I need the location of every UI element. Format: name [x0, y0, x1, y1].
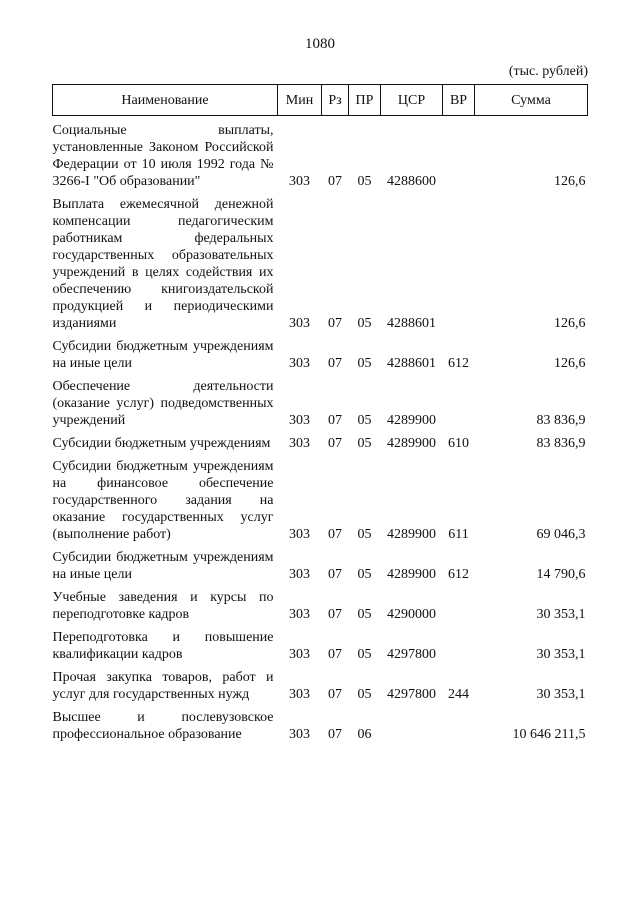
table-row	[53, 623, 588, 663]
row-sum: 10 646 211,5	[512, 727, 586, 742]
row-name: Высшее и послевузовское профессиональное образование	[52, 710, 274, 742]
table-row	[53, 429, 588, 452]
row-csr: 4289900	[387, 527, 436, 542]
row-min: 303	[289, 436, 310, 451]
row-rz: 07	[328, 607, 342, 622]
row-sum: 30 353,1	[536, 647, 586, 662]
units-note: (тыс. рублей)	[508, 64, 588, 79]
row-name: Переподготовка и повышение квалификации кадров	[52, 630, 274, 662]
header-sum: Сумма	[475, 85, 588, 116]
table-row	[53, 663, 588, 703]
row-name: Прочая закупка товаров, работ и услуг для государственных нужд	[52, 670, 274, 702]
row-rz: 07	[328, 727, 342, 742]
row-sum: 30 353,1	[536, 687, 586, 702]
row-vr: 612	[448, 356, 469, 371]
table-row	[53, 332, 588, 372]
header-csr: ЦСР	[381, 85, 443, 116]
row-vr: 611	[448, 527, 469, 542]
row-min: 303	[289, 527, 310, 542]
row-rz: 07	[328, 356, 342, 371]
row-sum: 14 790,6	[536, 567, 586, 582]
header-rz: Рз	[322, 85, 349, 116]
row-pr: 05	[357, 356, 372, 371]
row-pr: 05	[357, 174, 372, 189]
header-vr: ВР	[443, 85, 475, 116]
row-rz: 07	[328, 527, 342, 542]
row-vr	[443, 623, 475, 663]
row-vr	[443, 703, 475, 743]
row-rz: 07	[328, 647, 342, 662]
table-header-row	[53, 85, 588, 116]
row-vr	[443, 372, 475, 429]
table-row	[53, 452, 588, 543]
row-pr: 05	[357, 436, 372, 451]
row-csr: 4290000	[387, 607, 436, 622]
row-pr: 06	[357, 727, 372, 742]
row-name: Выплата ежемесячной денежной компенсации педагогическим работникам федеральных государственных образовательных учреждений в целях содействия их обеспечению книгоиздательской продукцией и периодическими изданиями	[52, 197, 274, 331]
row-sum: 83 836,9	[536, 436, 586, 451]
row-min: 303	[289, 174, 310, 189]
row-rz: 07	[328, 316, 342, 331]
table-row	[53, 372, 588, 429]
row-vr	[443, 583, 475, 623]
row-pr: 05	[357, 316, 372, 331]
table-row	[53, 583, 588, 623]
row-rz: 07	[328, 413, 342, 428]
row-sum: 83 836,9	[536, 413, 586, 428]
row-csr: 4289900	[387, 413, 436, 428]
row-rz: 07	[328, 436, 342, 451]
row-rz: 07	[328, 687, 342, 702]
row-min: 303	[289, 413, 310, 428]
row-vr	[443, 116, 475, 191]
row-min: 303	[289, 316, 310, 331]
row-name: Субсидии бюджетным учреждениям на финансовое обеспечение государственного задания на оказание государственных услуг (выполнение работ)	[52, 459, 274, 542]
row-sum: 126,6	[554, 174, 586, 189]
row-vr: 244	[448, 687, 469, 702]
row-name: Обеспечение деятельности (оказание услуг) подведомственных учреждений	[52, 379, 274, 428]
header-min: Мин	[278, 85, 322, 116]
page-number: 1080	[305, 36, 335, 52]
row-csr: 4289900	[387, 567, 436, 582]
row-pr: 05	[357, 567, 372, 582]
row-pr: 05	[357, 607, 372, 622]
row-csr: 4289900	[387, 436, 436, 451]
row-vr: 610	[448, 436, 469, 451]
row-sum: 30 353,1	[536, 607, 586, 622]
row-pr: 05	[357, 687, 372, 702]
row-csr	[381, 703, 443, 743]
row-name: Субсидии бюджетным учреждениям на иные цели	[52, 339, 274, 371]
row-vr: 612	[448, 567, 469, 582]
row-min: 303	[289, 607, 310, 622]
row-sum: 126,6	[554, 316, 586, 331]
row-min: 303	[289, 727, 310, 742]
header-name: Наименование	[53, 85, 278, 116]
row-rz: 07	[328, 174, 342, 189]
row-min: 303	[289, 647, 310, 662]
row-pr: 05	[357, 413, 372, 428]
row-name: Учебные заведения и курсы по переподготовке кадров	[52, 590, 274, 622]
header-pr: ПР	[349, 85, 381, 116]
row-rz: 07	[328, 567, 342, 582]
row-sum: 126,6	[554, 356, 586, 371]
table-row	[53, 190, 588, 332]
table-row	[53, 703, 588, 743]
budget-table	[52, 84, 588, 743]
row-pr: 05	[357, 647, 372, 662]
table-row	[53, 543, 588, 583]
row-vr	[443, 190, 475, 332]
row-csr: 4288601	[387, 356, 436, 371]
row-min: 303	[289, 356, 310, 371]
row-pr: 05	[357, 527, 372, 542]
table-row	[53, 116, 588, 191]
row-sum: 69 046,3	[536, 527, 586, 542]
row-csr: 4288600	[387, 174, 436, 189]
row-csr: 4297800	[387, 687, 436, 702]
row-name: Социальные выплаты, установленные Законом Российской Федерации от 10 июля 1992 года № 3266-I "Об образовании"	[52, 123, 274, 189]
row-csr: 4297800	[387, 647, 436, 662]
row-min: 303	[289, 567, 310, 582]
row-min: 303	[289, 687, 310, 702]
row-name: Субсидии бюджетным учреждениям на иные цели	[52, 550, 274, 582]
row-name: Субсидии бюджетным учреждениям	[52, 436, 271, 451]
row-csr: 4288601	[387, 316, 436, 331]
